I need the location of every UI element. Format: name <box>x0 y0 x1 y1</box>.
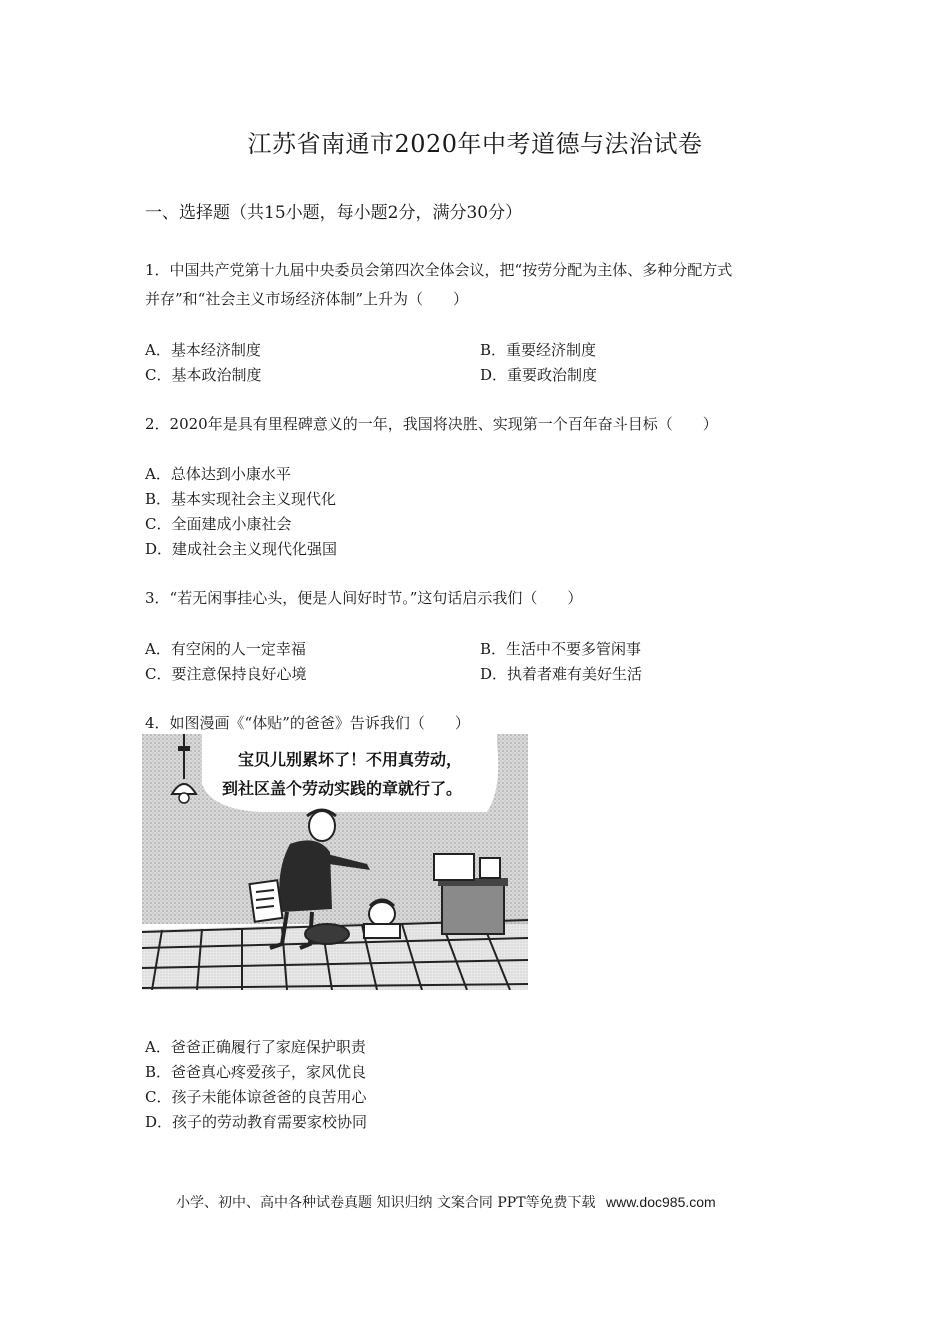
question-1-line-2: 并存”和“社会主义市场经济体制”上升为（ ） <box>145 290 469 308</box>
question-4-option-a: A．爸爸正确履行了家庭保护职责 <box>145 1038 366 1056</box>
question-4-option-c: C．孩子未能体谅爸爸的良苦用心 <box>145 1088 367 1106</box>
question-3-option-b: B．生活中不要多管闲事 <box>480 640 642 658</box>
question-4-option-d: D．孩子的劳动教育需要家校协同 <box>145 1113 368 1131</box>
page-footer <box>176 1192 716 1212</box>
footer-url-link[interactable]: www.doc985.com <box>605 1194 716 1210</box>
question-4-option-b: B．爸爸真心疼爱孩子，家风优良 <box>145 1063 367 1081</box>
question-2-line-1: 2．2020年是具有里程碑意义的一年，我国将决胜、实现第一个百年奋斗目标（ ） <box>145 415 718 433</box>
question-2-option-c: C．全面建成小康社会 <box>145 515 292 533</box>
question-1-option-c: C．基本政治制度 <box>145 366 262 384</box>
cartoon-speech-line-1: 宝贝儿别累坏了！不用真劳动， <box>238 750 463 769</box>
footer-text: 小学、初中、高中各种试卷真题 知识归纳 文案合同 PPT等免费下载 <box>176 1195 596 1211</box>
cartoon-image <box>142 734 528 990</box>
question-3-line-1: 3．“若无闲事挂心头，便是人间好时节。”这句话启示我们（ ） <box>145 589 583 607</box>
question-3-option-d: D．执着者难有美好生活 <box>480 665 643 683</box>
question-4-line-1: 4．如图漫画《“体贴”的爸爸》告诉我们（ ） <box>145 714 470 732</box>
question-2-option-d: D．建成社会主义现代化强国 <box>145 540 338 558</box>
question-1-option-b: B．重要经济制度 <box>480 341 597 359</box>
question-2-option-b: B．基本实现社会主义现代化 <box>145 490 337 508</box>
question-1-option-d: D．重要政治制度 <box>480 366 598 384</box>
question-3-option-a: A．有空闲的人一定幸福 <box>145 640 306 658</box>
cartoon-speech-line-2: 到社区盖个劳动实践的章就行了。 <box>222 779 463 798</box>
question-1-option-a: A．基本经济制度 <box>145 341 261 359</box>
question-2-option-a: A．总体达到小康水平 <box>145 465 291 483</box>
page-title: 江苏省南通市2020年中考道德与法治试卷 <box>247 130 703 158</box>
section-heading: 一、选择题（共15小题，每小题2分，满分30分） <box>145 203 523 223</box>
question-1-line-1: 1．中国共产党第十九届中央委员会第四次全体会议，把“按劳分配为主体、多种分配方式 <box>145 261 733 279</box>
question-3-option-c: C．要注意保持良好心境 <box>145 665 307 683</box>
